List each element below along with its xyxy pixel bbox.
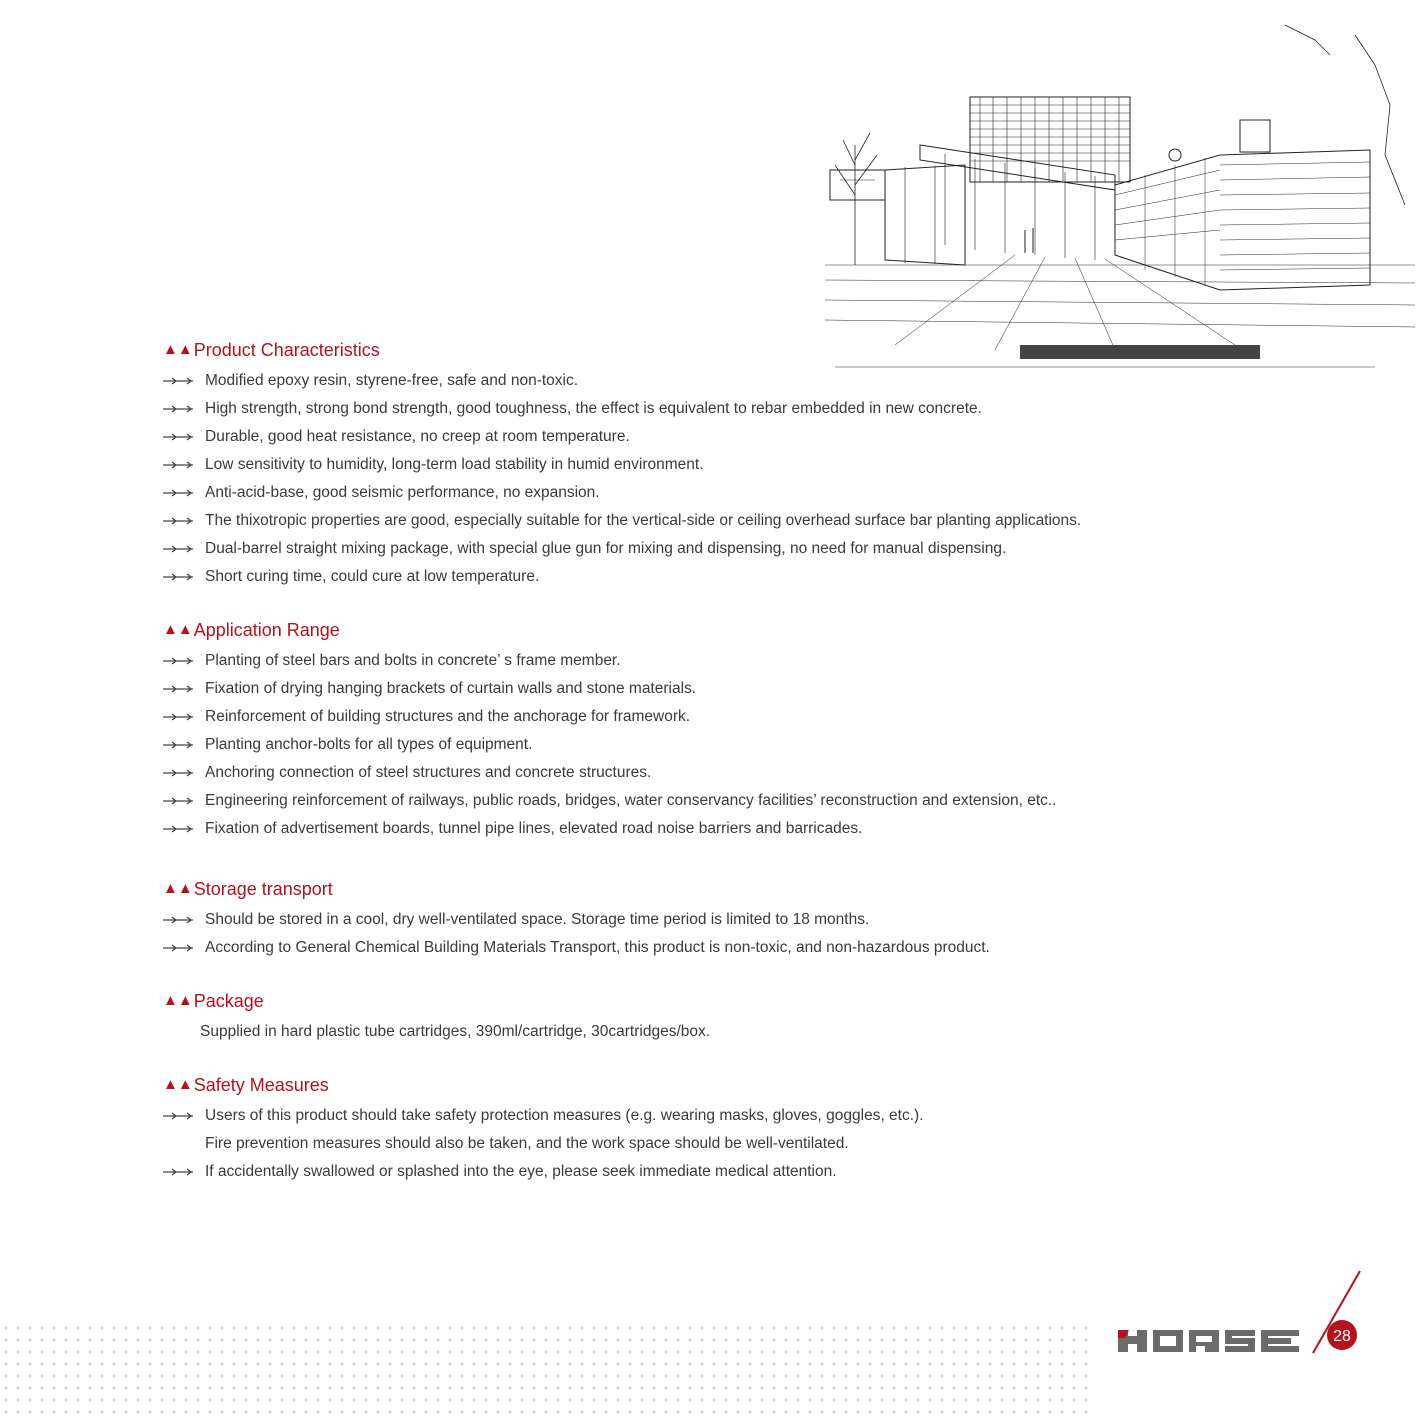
list-item <box>163 367 1081 395</box>
section-application-range <box>163 619 1057 843</box>
double-arrow-icon <box>163 656 205 666</box>
double-arrow-icon <box>163 943 205 953</box>
list-item <box>163 479 1081 507</box>
section-product-characteristics <box>163 339 1081 591</box>
double-arrow-icon <box>163 404 205 414</box>
page-number: 28 <box>1333 1328 1351 1345</box>
triangle-marker-icon: ▲▲ <box>163 1076 193 1093</box>
list-item <box>163 1158 924 1186</box>
dot-pattern-decoration <box>0 1322 1090 1418</box>
section-title: Storage transport <box>193 879 333 899</box>
section-package <box>163 990 710 1046</box>
item-text: Anti-acid-base, good seismic performance, no expansion. <box>205 484 600 501</box>
list-item <box>163 1102 924 1130</box>
double-arrow-icon <box>163 712 205 722</box>
list-item <box>163 787 1057 815</box>
double-arrow-icon <box>163 796 205 806</box>
section-title: Product Characteristics <box>193 340 380 360</box>
item-text: Anchoring connection of steel structures and concrete structures. <box>205 764 652 781</box>
item-text: Users of this product should take safety protection measures (e.g. wearing masks, gloves, goggles, etc.). <box>205 1107 924 1124</box>
item-text: Fire prevention measures should also be taken, and the work space should be well-ventilated. <box>205 1135 849 1152</box>
double-arrow-icon <box>163 824 205 834</box>
section-safety-measures <box>163 1074 924 1186</box>
section-heading <box>163 1074 924 1096</box>
list-item <box>163 647 1057 675</box>
list-item <box>163 906 990 934</box>
double-arrow-icon <box>163 1111 205 1121</box>
section-heading <box>163 339 1081 361</box>
triangle-marker-icon: ▲▲ <box>163 621 193 638</box>
list-item <box>163 395 1081 423</box>
double-arrow-icon <box>163 1167 205 1177</box>
item-text: Engineering reinforcement of railways, public roads, bridges, water conservancy facilities’ reconstruction and extension, etc.. <box>205 792 1057 809</box>
list-item <box>163 507 1081 535</box>
double-arrow-icon <box>163 432 205 442</box>
list-item <box>163 423 1081 451</box>
item-text: High strength, strong bond strength, good toughness, the effect is equivalent to rebar embedded in new concrete. <box>205 400 982 417</box>
list-item <box>163 731 1057 759</box>
triangle-marker-icon: ▲▲ <box>163 880 193 897</box>
double-arrow-icon <box>163 488 205 498</box>
list-item <box>163 535 1081 563</box>
double-arrow-icon <box>163 740 205 750</box>
list-item-continuation <box>163 1130 924 1158</box>
double-arrow-icon <box>163 768 205 778</box>
double-arrow-icon <box>163 376 205 386</box>
double-arrow-icon <box>163 516 205 526</box>
list-item <box>163 675 1057 703</box>
item-text: Dual-barrel straight mixing package, with special glue gun for mixing and dispensing, no need for manual dispensing. <box>205 540 1007 557</box>
item-text: Reinforcement of building structures and the anchorage for framework. <box>205 708 691 725</box>
item-text: Planting anchor-bolts for all types of equipment. <box>205 736 533 753</box>
double-arrow-icon <box>163 544 205 554</box>
list-item <box>163 934 990 962</box>
package-text: Supplied in hard plastic tube cartridges, 390ml/cartridge, 30cartridges/box. <box>200 1023 711 1040</box>
item-text: According to General Chemical Building Materials Transport, this product is non-toxic, and non-hazardous product. <box>205 939 990 956</box>
list-item <box>163 815 1057 843</box>
list-item <box>163 703 1057 731</box>
item-text: Should be stored in a cool, dry well-ventilated space. Storage time period is limited to 18 months. <box>205 911 870 928</box>
double-arrow-icon <box>163 915 205 925</box>
section-heading <box>163 990 710 1012</box>
building-sketch-illustration <box>815 15 1417 370</box>
item-text: Short curing time, could cure at low temperature. <box>205 568 540 585</box>
double-arrow-icon <box>163 572 205 582</box>
section-heading <box>163 619 1057 641</box>
list-item <box>163 759 1057 787</box>
list-item <box>163 563 1081 591</box>
triangle-marker-icon: ▲▲ <box>163 341 193 358</box>
double-arrow-icon <box>163 684 205 694</box>
item-text: Planting of steel bars and bolts in concrete’ s frame member. <box>205 652 621 669</box>
list-item <box>163 451 1081 479</box>
item-text: Fixation of drying hanging brackets of curtain walls and stone materials. <box>205 680 697 697</box>
item-text: The thixotropic properties are good, especially suitable for the vertical-side or ceiling overhead surface bar planting applications. <box>205 512 1082 529</box>
double-arrow-icon <box>163 460 205 470</box>
item-text: Fixation of advertisement boards, tunnel pipe lines, elevated road noise barriers and barricades. <box>205 820 863 837</box>
section-title: Safety Measures <box>193 1075 329 1095</box>
section-storage-transport <box>163 878 990 962</box>
item-text: Durable, good heat resistance, no creep at room temperature. <box>205 428 630 445</box>
item-text: Modified epoxy resin, styrene-free, safe and non-toxic. <box>205 372 579 389</box>
horse-brand-logo <box>1115 1268 1365 1358</box>
item-text: If accidentally swallowed or splashed into the eye, please seek immediate medical attention. <box>205 1163 837 1180</box>
section-heading <box>163 878 990 900</box>
section-title: Package <box>193 991 264 1011</box>
item-text: Low sensitivity to humidity, long-term load stability in humid environment. <box>205 456 704 473</box>
triangle-marker-icon: ▲▲ <box>163 992 193 1009</box>
section-title: Application Range <box>193 620 340 640</box>
